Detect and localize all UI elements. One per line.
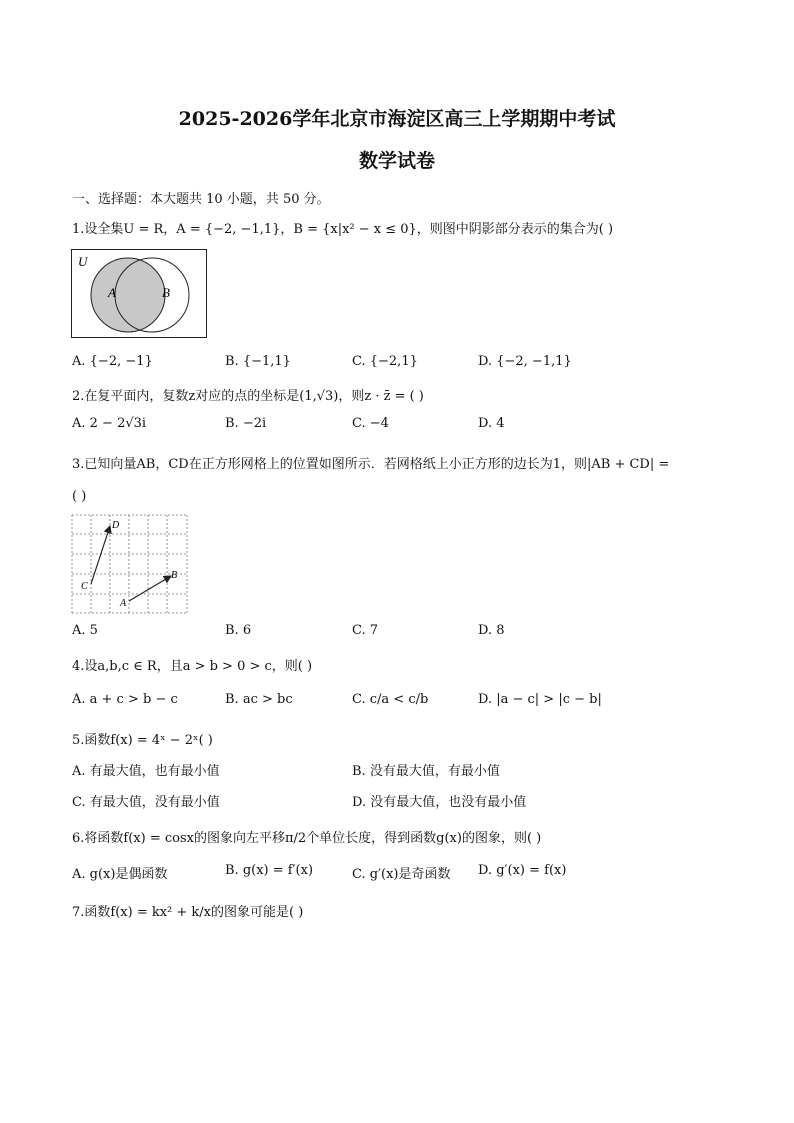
question-6-option-d: D. g′(x) = f(x) xyxy=(478,863,567,878)
set-a-circle xyxy=(91,258,165,332)
question-6-option-a: A. g(x)是偶函数 xyxy=(72,867,168,882)
question-5-stem: 5.函数f(x) = 4ˣ − 2ˣ( ) xyxy=(72,733,213,748)
question-2-option-a: A. 2 − 2√3i xyxy=(72,416,147,431)
question-3-option-d: D. 8 xyxy=(478,623,505,638)
venn-diagram xyxy=(71,249,208,339)
vector-grid-figure xyxy=(71,514,191,616)
question-6-option-c: C. g′(x)是奇函数 xyxy=(352,867,451,882)
question-6-option-b: B. g(x) = f′(x) xyxy=(225,863,314,878)
question-4-stem: 4.设a,b,c ∈ R，且a > b > 0 > c，则( ) xyxy=(72,659,313,674)
vector-cd xyxy=(91,526,110,584)
question-2-option-d: D. 4 xyxy=(478,416,505,431)
question-3-stem: 3.已知向量AB，CD在正方形网格上的位置如图所示．若网格纸上小正方形的边长为1，则|AB + CD| = xyxy=(72,457,670,472)
label-B: B xyxy=(162,285,170,300)
label-A: A xyxy=(108,285,116,300)
question-3-option-a: A. 5 xyxy=(72,623,98,638)
question-4-option-b: B. ac > bc xyxy=(225,692,293,707)
question-6-stem: 6.将函数f(x) = cosx的图象向左平移π/2个单位长度，得到函数g(x)的图象，则( ) xyxy=(72,831,542,846)
question-3-stem-cont: ( ) xyxy=(72,489,87,504)
question-2-stem: 2.在复平面内，复数z对应的点的坐标是(1,√3)，则z · z̄ = ( ) xyxy=(72,389,424,404)
question-1-option-b: B. {−1,1} xyxy=(225,354,291,369)
question-5-option-c: C. 有最大值，没有最小值 xyxy=(72,795,220,810)
question-2-option-b: B. −2i xyxy=(225,416,267,431)
page-title: 2025-2026学年北京市海淀区高三上学期期中考试 xyxy=(178,108,616,130)
question-1-option-c: C. {−2,1} xyxy=(352,354,418,369)
question-1-option-a: A. {−2, −1} xyxy=(72,354,153,369)
question-5-option-b: B. 没有最大值，有最小值 xyxy=(352,764,500,779)
question-3-option-c: C. 7 xyxy=(352,623,379,638)
vector-ab xyxy=(129,576,171,601)
question-4-option-d: D. |a − c| > |c − b| xyxy=(478,692,602,707)
label-C: C xyxy=(81,581,88,592)
question-4-option-c: C. c/a < c/b xyxy=(352,692,429,707)
label-A: A xyxy=(120,598,127,609)
question-7-stem: 7.函数f(x) = kx² + k/x的图象可能是( ) xyxy=(72,905,304,920)
page-subtitle: 数学试卷 xyxy=(358,150,435,172)
section-heading: 一、选择题：本大题共 10 小题，共 50 分。 xyxy=(72,192,330,207)
question-5-option-a: A. 有最大值，也有最小值 xyxy=(72,764,220,779)
label-U: U xyxy=(78,254,88,269)
question-4-option-a: A. a + c > b − c xyxy=(72,692,178,707)
question-5-option-d: D. 没有最大值，也没有最小值 xyxy=(352,795,527,810)
label-B: B xyxy=(171,570,178,581)
question-3-option-b: B. 6 xyxy=(225,623,252,638)
label-D: D xyxy=(112,520,120,531)
question-2-option-c: C. −4 xyxy=(352,416,389,431)
question-1-option-d: D. {−2, −1,1} xyxy=(478,354,572,369)
question-1-stem: 1.设全集U = R，A = {−2, −1,1}，B = {x|x² − x ≤ 0}，则图中阴影部分表示的集合为( ) xyxy=(72,222,614,237)
